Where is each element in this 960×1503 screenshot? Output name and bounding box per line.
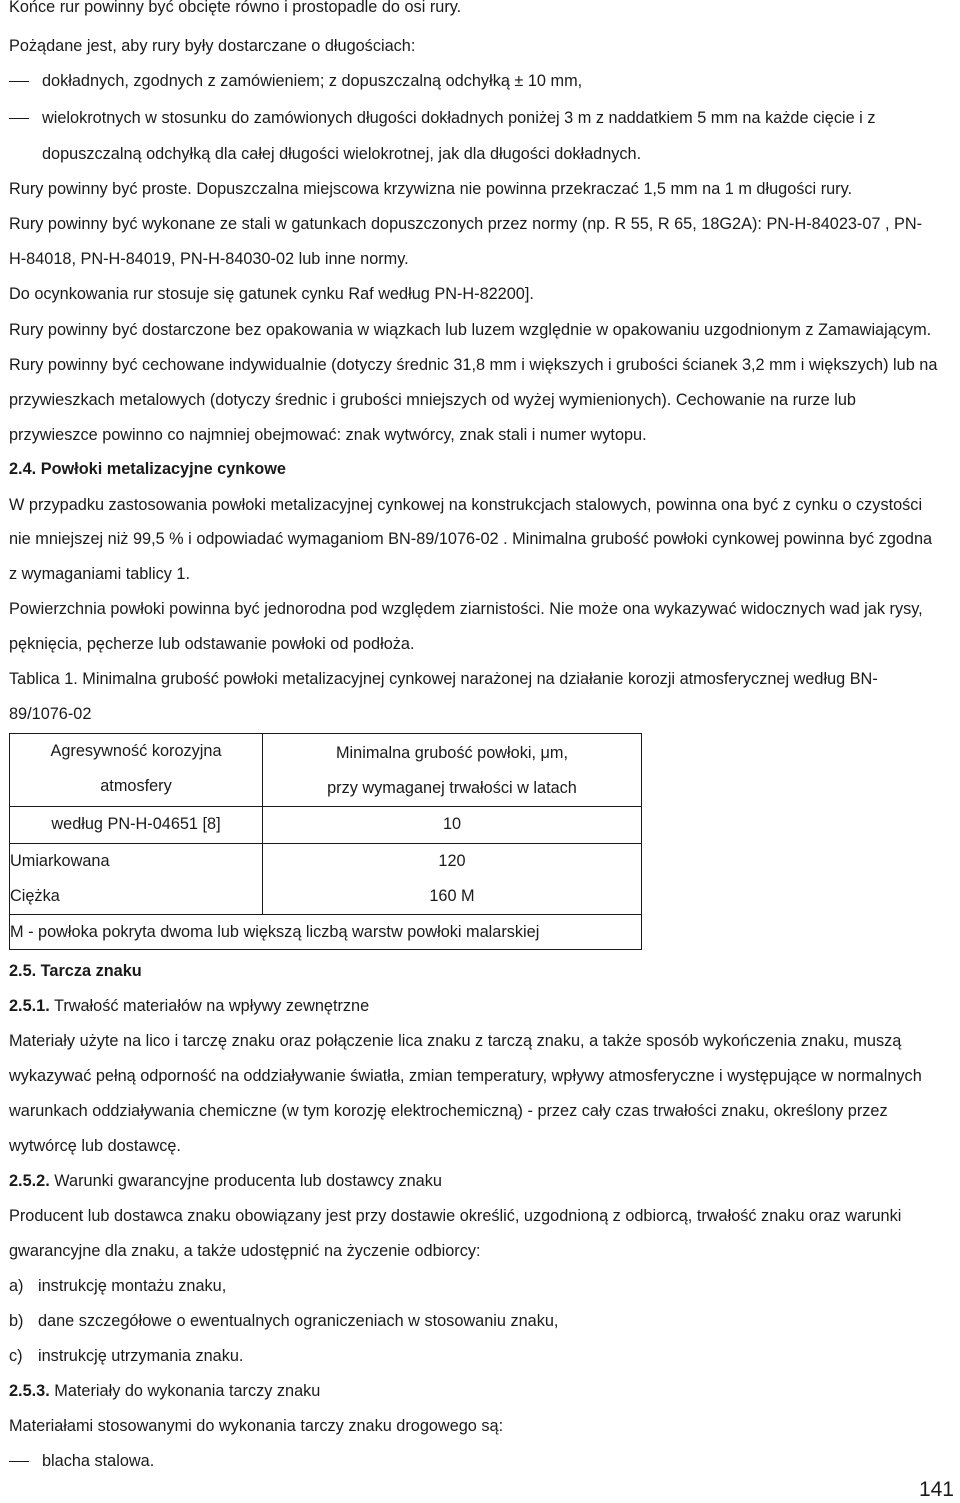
table-caption: Tablica 1. Minimalna grubość powłoki metalizacyjnej cynkowej narażonej na działanie korozji atmosferycznej według BN- [9,670,878,688]
dash-bullet-icon [9,1461,29,1462]
table-row: 160 M [429,887,475,905]
header-cell-years: 10 [263,807,642,844]
paragraph-surface-cont: pęknięcia, pęcherze lub odstawanie powłoki od podłoża. [9,635,415,653]
table-row: Umiarkowana [10,852,110,870]
paragraph-warranty-cont: gwarancyjne dla znaku, a także udostępnić na życzenie odbiorcy: [9,1242,481,1260]
paragraph-marking-cont-2: przywieszce powinno co najmniej obejmować: znak wytwórcy, znak stali i numer wytopu. [9,426,647,444]
paragraph-preferred-lengths: Pożądane jest, aby rury były dostarczane o długościach: [9,37,416,55]
paragraph-steel-grades: Rury powinny być wykonane ze stali w gatunkach dopuszczonych przez normy (np. R 55, R 65, 18G2A): PN-H-84023-07 , PN- [9,215,923,233]
header-cell-aggressiveness: Agresywność korozyjna atmosfery [10,734,263,807]
paragraph-marking: Rury powinny być cechowane indywidualnie (dotyczy średnic 31,8 mm i większych i grubości ścianek 3,2 mm i większych) lub na [9,356,938,374]
section-heading-2-4: 2.4. Powłoki metalizacyjne cynkowe [9,460,286,478]
paragraph-marking-cont-1: przywieszkach metalowych (dotyczy średnic i grubości mniejszych od wyżej wymienionych). Cechowanie na rurze lub [9,391,856,409]
paragraph-zinc-grade: Do ocynkowania rur stosuje się gatunek cynku Raf według PN-H-82200]. [9,285,534,303]
page-number: 141 [918,1478,954,1501]
header-cell-min-thickness: Minimalna grubość powłoki, μm, przy wymaganej trwałości w latach [263,734,642,807]
document-page: Końce rur powinny być obcięte równo i prostopadle do osi rury. Pożądane jest, aby rury były dostarczane o długościach: dokładnych, zgodnych z zamówieniem; z dopuszczalną odchyłką ± 10 mm, wielokrotnych w stosunku do zamówionych długości dokładnych poniżej 3 m z naddatkiem 5 mm na każde cięcie i z dopuszczalną odchyłką dla całej długości wielokrotnej, jak dla długości dokładnych. Rury powinny być proste. Dopuszczalna miejscowa krzywizna nie powinna przekraczać 1,5 mm na 1 m długości rury. Rury powinny być wykonane ze stali w gatunkach dopuszczonych przez normy (np. R 55, R 65, 18G2A): PN-H-84023-07 , PN- H-84018, PN-H-84019, PN-H-84030-02 lub inne normy. Do ocynkowania rur stosuje się gatunek cynku Raf według PN-H-82200]. Rury powinny być dostarczone bez opakowania w wiązkach lub luzem względnie w opakowaniu uzgodnionym z Zamawiającym. Rury powinny być cechowane indywidualnie (dotyczy średnic 31,8 mm i większych i grubości ścianek 3,2 mm i większych) lub na przywieszkach metalowych (dotyczy średnic i grubości mniejszych od wyżej wymienionych). Cechowanie na rurze lub przywieszce powinno co najmniej obejmować: znak wytwórcy, znak stali i numer wytopu. 2.4. Powłoki metalizacyjne cynkowe W przypadku zastosowania powłoki metalizacyjnej cynkowej na konstrukcjach stalowych, powinna ona być z cynku o czystości nie mniejszej niż 99,5 % i odpowiadać wymaganiom BN-89/1076-02 . Minimalna grubość powłoki cynkowej powinna być zgodna z wymaganiami tablicy 1. Powierzchnia powłoki powinna być jednorodna pod względem ziarnistości. Nie może ona wykazywać widocznych wad jak rysy, pęknięcia, pęcherze lub odstawanie powłoki od podłoża. Tablica 1. Minimalna grubość powłoki metalizacyjnej cynkowej narażonej na działanie korozji atmosferycznej według BN- 89/1076-02 Agresywność korozyjna atmosfery Minimalna grubość powłoki, μm, przy wymaganej trwałości w latach według PN-H-04651 [8] 10 Umiarkowana Ciężka 120 160 M M - powłoka pokryta dwoma lub większą liczbą warstw powłoki malarskiej 2.5. Tarcza znaku 2.5.1. Trwałość materiałów na wpływy zewnętrzne Materiały użyte na lico i tarczę znaku oraz połączenie lica znaku z tarczą znaku, a także sposób wykończenia znaku, muszą wykazywać pełną odporność na oddziaływanie światła, zmian temperatury, wpływy atmosferyczne i występujące w normalnych warunkach oddziaływania chemiczne (w tym korozję elektrochemiczną) - przez cały czas trwałości znaku, określony przez wytwórcę lub dostawcę. 2.5.2. Warunki gwarancyjne producenta lub dostawcy znaku Producent lub dostawca znaku obowiązany jest przy dostawie określić, uzgodnioną z odbiorcą, trwałość znaku oraz warunki gwarancyjne dla znaku, a także udostępnić na życzenie odbiorcy: a) instrukcję montażu znaku, b) dane szczegółowe o ewentualnych ograniczeniach w stosowaniu znaku, c) instrukcję utrzymania znaku. 2.5.3. Materiały do wykonania tarczy znaku Materiałami stosowanymi do wykonania tarczy znaku drogowego są: blacha stalowa. 141 [0,0,960,1502]
paragraph-surface: Powierzchnia powłoki powinna być jednorodna pod względem ziarnistości. Nie może ona wykazywać widocznych wad jak rysy, [9,600,923,618]
paragraph-straightness: Rury powinny być proste. Dopuszczalna miejscowa krzywizna nie powinna przekraczać 1,5 mm na 1 m długości rury. [9,180,853,198]
table-header-row [10,734,642,807]
table-caption-cont: 89/1076-02 [9,705,92,723]
table-row: 120 [438,852,466,870]
table-footnote-row [10,915,642,950]
dash-bullet-icon [9,118,29,119]
paragraph-steel-grades-cont: H-84018, PN-H-84019, PN-H-84030-02 lub inne normy. [9,250,409,268]
category-cell [10,844,263,915]
paragraph-materials-cont-3: wytwórcę lub dostawcę. [9,1137,181,1155]
paragraph-warranty: Producent lub dostawca znaku obowiązany jest przy dostawie określić, uzgodnioną z odbiorcą, trwałość znaku oraz warunki [9,1207,902,1225]
paragraph-materials-cont-2: warunkach oddziaływania chemiczne (w tym korozję elektrochemiczną) - przez cały czas trwałości znaku, określony przez [9,1102,888,1120]
zinc-thickness-table [9,733,642,950]
paragraph-sign-materials: Materiałami stosowanymi do wykonania tarczy znaku drogowego są: [9,1417,504,1435]
dash-bullet-icon [9,81,29,82]
paragraph-pipe-ends: Końce rur powinny być obcięte równo i prostopadle do osi rury. [9,0,462,16]
paragraph-zinc-coating-cont-1: nie mniejszej niż 99,5 % i odpowiadać wymaganiom BN-89/1076-02 . Minimalna grubość powłoki cynkowej powinna być zgodna [9,530,933,548]
section-heading-2-5-1: 2.5.1. Trwałość materiałów na wpływy zewnętrzne [9,997,370,1015]
paragraph-zinc-coating-cont-2: z wymaganiami tablicy 1. [9,565,190,583]
paragraph-materials: Materiały użyte na lico i tarczę znaku oraz połączenie lica znaku z tarczą znaku, a także sposób wykończenia znaku, muszą [9,1032,902,1050]
paragraph-packaging: Rury powinny być dostarczone bez opakowania w wiązkach lub luzem względnie w opakowaniu uzgodnionym z Zamawiającym. [9,321,932,339]
value-cell [263,844,642,915]
paragraph-zinc-coating: W przypadku zastosowania powłoki metalizacyjnej cynkowej na konstrukcjach stalowych, powinna ona być z cynku o czystości [9,496,923,514]
paragraph-materials-cont-1: wykazywać pełną odporność na oddziaływanie światła, zmian temperatury, wpływy atmosferyczne i występujące w normalnych [9,1067,922,1085]
table-footnote: M - powłoka pokryta dwoma lub większą liczbą warstw powłoki malarskiej [10,915,642,950]
section-heading-2-5-2: 2.5.2. Warunki gwarancyjne producenta lub dostawcy znaku [9,1172,442,1190]
table-data-rows [10,844,642,915]
table-subheader-row [10,807,642,844]
header-cell-standard: według PN-H-04651 [8] [10,807,263,844]
section-heading-2-5: 2.5. Tarcza znaku [9,962,142,980]
section-heading-2-5-3: 2.5.3. Materiały do wykonania tarczy znaku [9,1382,321,1400]
table-row: Ciężka [10,887,60,905]
